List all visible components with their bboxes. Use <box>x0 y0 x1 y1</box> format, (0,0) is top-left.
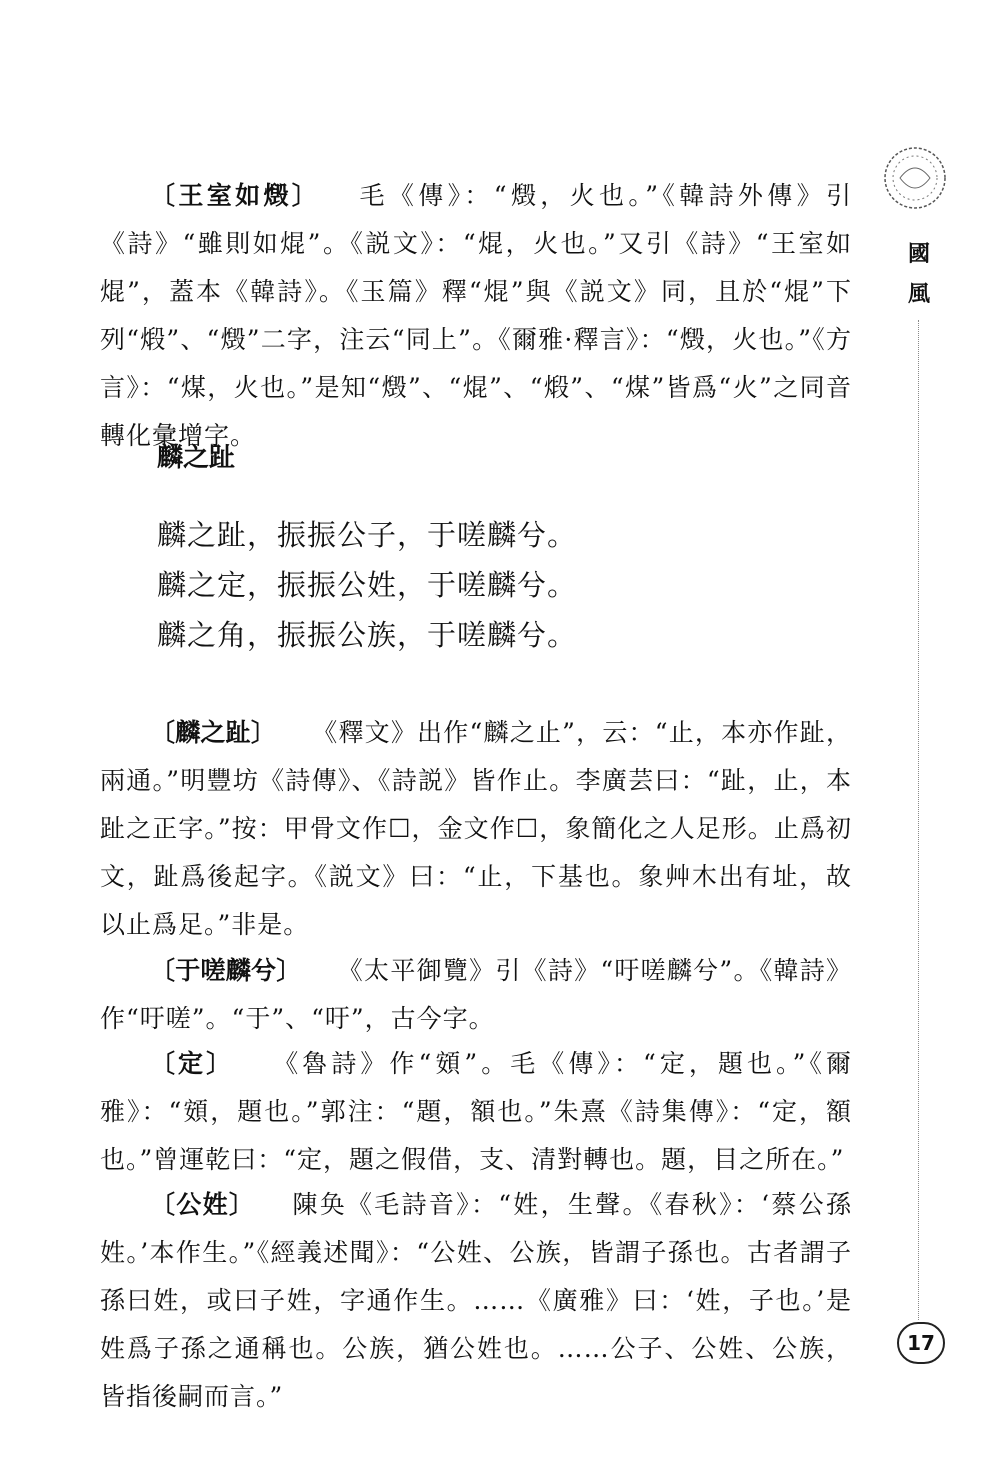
note-paragraph <box>100 1040 852 1184</box>
seal-ornament <box>880 143 950 213</box>
note-term: 〔公姓〕 <box>150 1190 256 1219</box>
note-term: 〔麟之趾〕 <box>150 718 277 747</box>
note-term: 〔定〕 <box>150 1049 235 1078</box>
note-text: 《太平御覽》引《詩》“吁嗟麟兮”。《韓詩》作“吁嗟”。“于”、“吁”，古今字。 <box>100 956 852 1033</box>
poem-line: 麟之定，振振公姓，于嗟麟兮。 <box>157 568 578 602</box>
note-paragraph <box>100 947 852 1043</box>
poem-line: 麟之趾，振振公子，于嗟麟兮。 <box>157 518 578 552</box>
note-text: 陳奂《毛詩音》：“姓，生聲。《春秋》：‘蔡公孫姓。’本作生。”《經義述聞》：“公姓、公族，皆謂子孫也。古者謂子孫曰姓，或曰子姓，字通作生。……《廣雅》曰：‘姓，子也。’是姓爲子孫之通稱也。公族，猶公姓也。……公子、公姓、公族，皆指後嗣而言。” <box>100 1190 852 1411</box>
note-paragraph <box>100 172 852 460</box>
page-number: 17 <box>897 1322 945 1364</box>
side-label-char-1: 國 <box>907 242 930 267</box>
side-divider <box>918 320 919 1320</box>
note-text: 《釋文》出作“麟之止”，云：“止，本亦作趾，兩通。”明豐坊《詩傳》、《詩説》皆作止。李廣芸曰：“趾，止，本趾之正字。”按：甲骨文作☐，金文作☐，象簡化之人足形。止爲初文，趾爲後起字。《説文》曰：“止，下基也。象艸木出有址，故以止爲足。”非是。 <box>100 718 852 939</box>
note-text: 毛《傳》：“燬，火也。”《韓詩外傳》引《詩》“雖則如焜”。《説文》：“焜，火也。”又引《詩》“王室如焜”，蓋本《韓詩》。《玉篇》釋“焜”與《説文》同，且於“焜”下列“煅”、“燬”二字，注云“同上”。《爾雅·釋言》：“燬，火也。”《方言》：“煤，火也。”是知“燬”、“焜”、“煅”、“煤”皆爲“火”之同音轉化彙增字。 <box>100 181 852 450</box>
note-paragraph <box>100 709 852 949</box>
note-paragraph <box>100 1181 852 1421</box>
section-title: 麟之趾 <box>157 443 236 473</box>
poem-line: 麟之角，振振公族，于嗟麟兮。 <box>157 618 578 652</box>
note-term: 〔王室如燬〕 <box>150 181 321 210</box>
side-section-label <box>904 235 934 315</box>
note-term: 〔于嗟麟兮〕 <box>150 956 302 985</box>
note-text: 《魯詩》作“頞”。毛《傳》：“定，題也。”《爾雅》：“頞，題也。”郭注：“題，額也。”朱熹《詩集傳》：“定，額也。”曾運乾曰：“定，題之假借，支、清對轉也。題，目之所在。” <box>100 1049 852 1174</box>
side-label-char-2: 風 <box>907 282 930 307</box>
